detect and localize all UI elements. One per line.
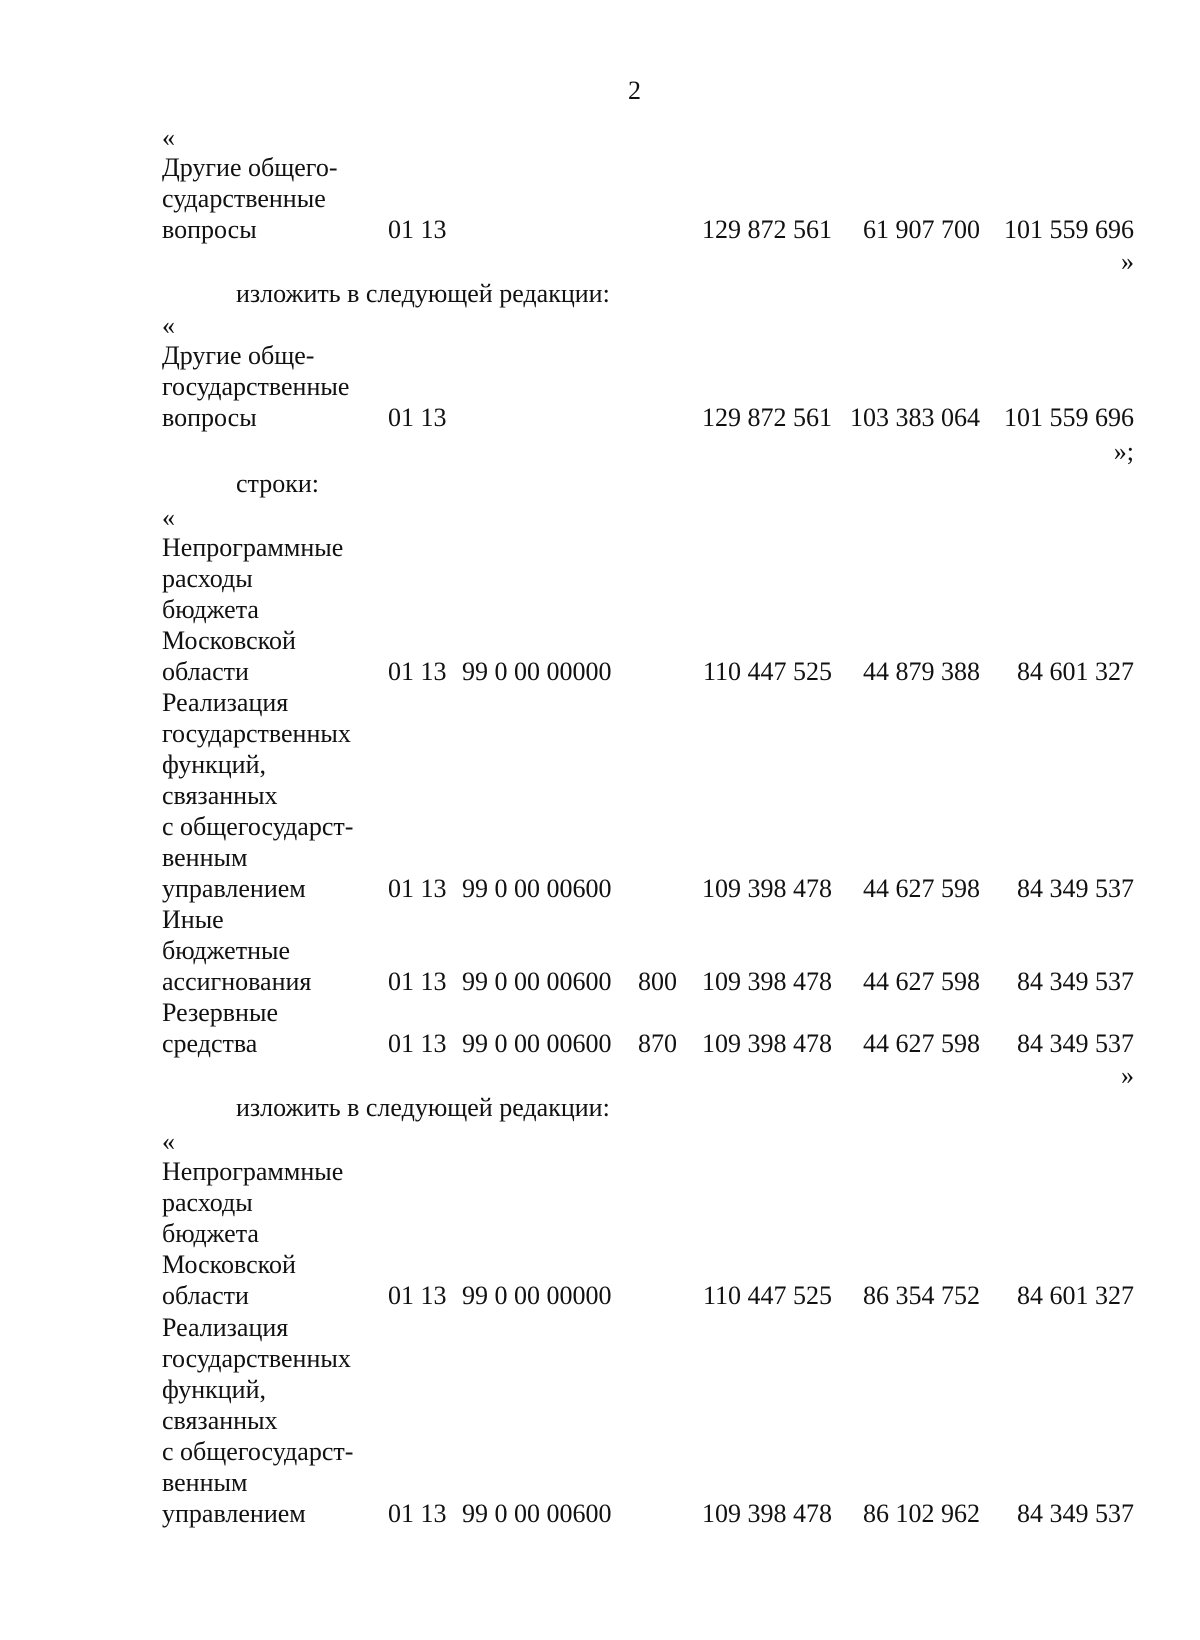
section-code: 01 13	[388, 1029, 447, 1058]
amount-year2: 44 627 598	[863, 1029, 980, 1058]
row-name: Другие обще- государственные вопросы	[162, 341, 350, 432]
expense-type-code: 870	[638, 1029, 677, 1058]
amount-year1: 129 872 561	[702, 403, 832, 432]
row-name: Реализация государственных функций, связанных с общегосударст- венным управлением	[162, 1313, 354, 1528]
amount-year2: 44 627 598	[863, 967, 980, 996]
quote-close: »	[1121, 1061, 1134, 1090]
amount-year2: 103 383 064	[850, 403, 980, 432]
target-article-code: 99 0 00 00600	[462, 1499, 612, 1528]
target-article-code: 99 0 00 00000	[462, 657, 612, 686]
row-name: Резервные средства	[162, 998, 278, 1058]
amount-year1: 109 398 478	[702, 967, 832, 996]
quote-open: «	[162, 311, 175, 340]
section-code: 01 13	[388, 967, 447, 996]
section-code: 01 13	[388, 403, 447, 432]
row-name: Непрограммные расходы бюджета Московской области	[162, 1157, 344, 1310]
target-article-code: 99 0 00 00600	[462, 874, 612, 903]
amount-year3: 101 559 696	[1004, 403, 1134, 432]
page-number: 2	[628, 76, 641, 105]
amount-year1: 110 447 525	[702, 657, 832, 686]
section-code: 01 13	[388, 1499, 447, 1528]
amount-year1: 129 872 561	[702, 215, 832, 244]
amount-year1: 109 398 478	[702, 874, 832, 903]
amount-year1: 109 398 478	[702, 1029, 832, 1058]
expense-type-code: 800	[638, 967, 677, 996]
quote-open: «	[162, 123, 175, 152]
amount-year2: 86 102 962	[863, 1499, 980, 1528]
amount-year2: 86 354 752	[863, 1281, 980, 1310]
row-name: Реализация государственных функций, связанных с общегосударст- венным управлением	[162, 688, 354, 903]
amount-year3: 84 349 537	[1017, 1029, 1134, 1058]
section-code: 01 13	[388, 657, 447, 686]
amount-year3: 84 349 537	[1017, 874, 1134, 903]
target-article-code: 99 0 00 00600	[462, 967, 612, 996]
amount-year2: 61 907 700	[863, 215, 980, 244]
row-name: Непрограммные расходы бюджета Московской области	[162, 533, 344, 686]
quote-close: »	[1121, 247, 1134, 276]
amount-year2: 44 627 598	[863, 874, 980, 903]
quote-open: «	[162, 503, 175, 532]
amount-year1: 110 447 525	[702, 1281, 832, 1310]
amount-year3: 84 601 327	[1017, 1281, 1134, 1310]
amount-year3: 101 559 696	[1004, 215, 1134, 244]
amount-year2: 44 879 388	[863, 657, 980, 686]
target-article-code: 99 0 00 00600	[462, 1029, 612, 1058]
section-code: 01 13	[388, 1281, 447, 1310]
amount-year3: 84 349 537	[1017, 1499, 1134, 1528]
amount-year3: 84 601 327	[1017, 657, 1134, 686]
section-code: 01 13	[388, 215, 447, 244]
intro-text: изложить в следующей редакции:	[236, 279, 610, 308]
row-name: Другие общего- сударственные вопросы	[162, 153, 338, 244]
intro-text: строки:	[236, 469, 319, 498]
amount-year3: 84 349 537	[1017, 967, 1134, 996]
target-article-code: 99 0 00 00000	[462, 1281, 612, 1310]
intro-text: изложить в следующей редакции:	[236, 1093, 610, 1122]
quote-close: »;	[1113, 437, 1134, 466]
row-name: Иные бюджетные ассигнования	[162, 905, 312, 996]
amount-year1: 109 398 478	[702, 1499, 832, 1528]
quote-open: «	[162, 1127, 175, 1156]
section-code: 01 13	[388, 874, 447, 903]
